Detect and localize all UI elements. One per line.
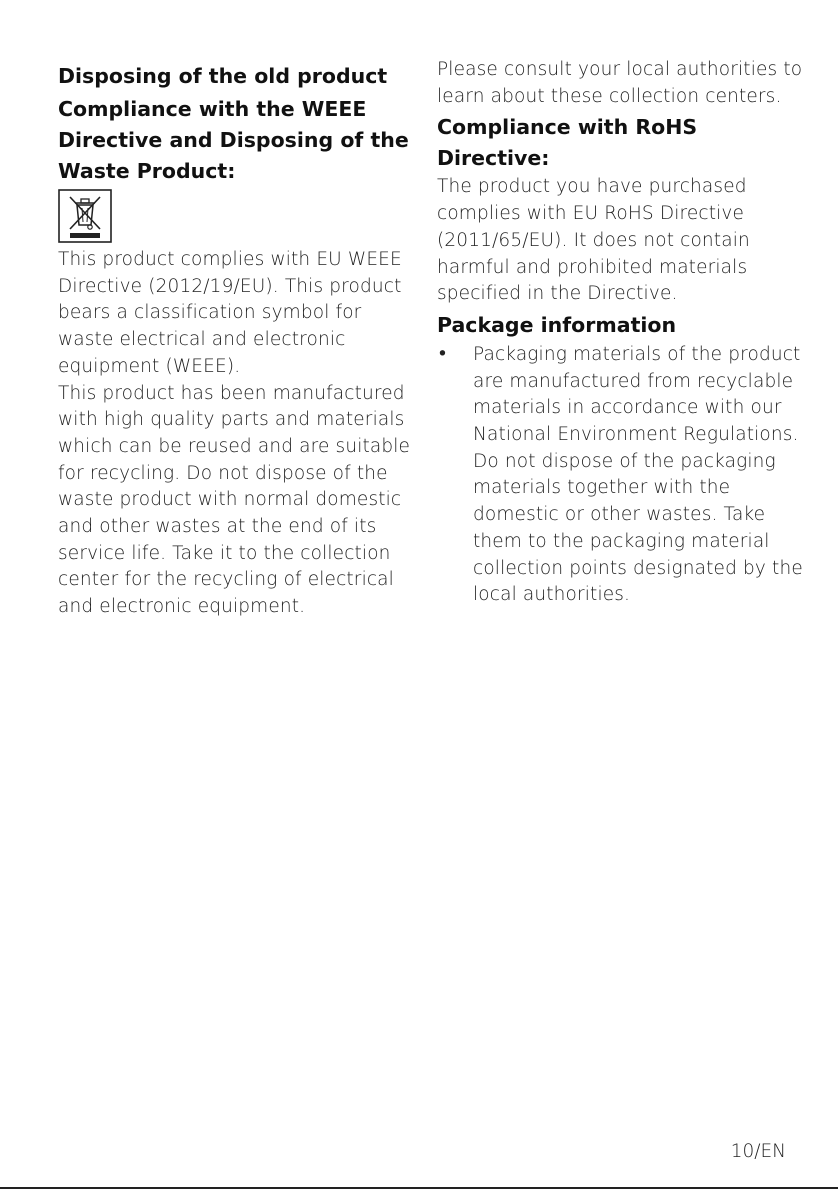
list-item xyxy=(437,342,807,609)
weee-directive-paragraph: This product complies with EU WEEE Directive (2012/19/EU). This product bears a classification symbol for waste electrical and electronic equipment (WEEE). xyxy=(58,249,402,377)
heading-rohs-compliance: Compliance with RoHS Directive: xyxy=(437,115,698,171)
bullet-symbol: • xyxy=(437,343,448,365)
heading-disposing-old-product: Disposing of the old product xyxy=(58,64,388,88)
packaging-materials-text: Packaging materials of the product are manufactured from recyclable materials in accordance with our National Environment Regulations. Do not dispose of the packaging materials together with the domestic or other wastes. Take them to the packaging material collection points designated by the local authorities. xyxy=(473,343,803,606)
right-column xyxy=(437,57,807,609)
page-number: 10/EN xyxy=(730,1141,786,1162)
bottom-divider xyxy=(0,1187,838,1189)
recycling-paragraph: This product has been manufactured with high quality parts and materials which can be reused and are suitable for recycling. Do not dispose of the waste product with normal domestic and other wastes at the end of its service life. Take it to the collection center for the recycling of electrical and electronic equipment. xyxy=(58,382,411,618)
left-column xyxy=(58,58,418,621)
consult-authorities-paragraph: Please consult your local authorities to learn about these collection centers. xyxy=(437,59,803,107)
crossed-out-wheelie-bin-icon xyxy=(58,189,112,243)
heading-weee-compliance: Compliance with the WEEE Directive and Disposing of the Waste Product: xyxy=(58,97,409,183)
heading-package-information: Package information xyxy=(437,312,677,337)
rohs-paragraph: The product you have purchased complies with EU RoHS Directive (2011/65/EU). It does not contain harmful and prohibited materials specified in the Directive. xyxy=(437,176,750,305)
